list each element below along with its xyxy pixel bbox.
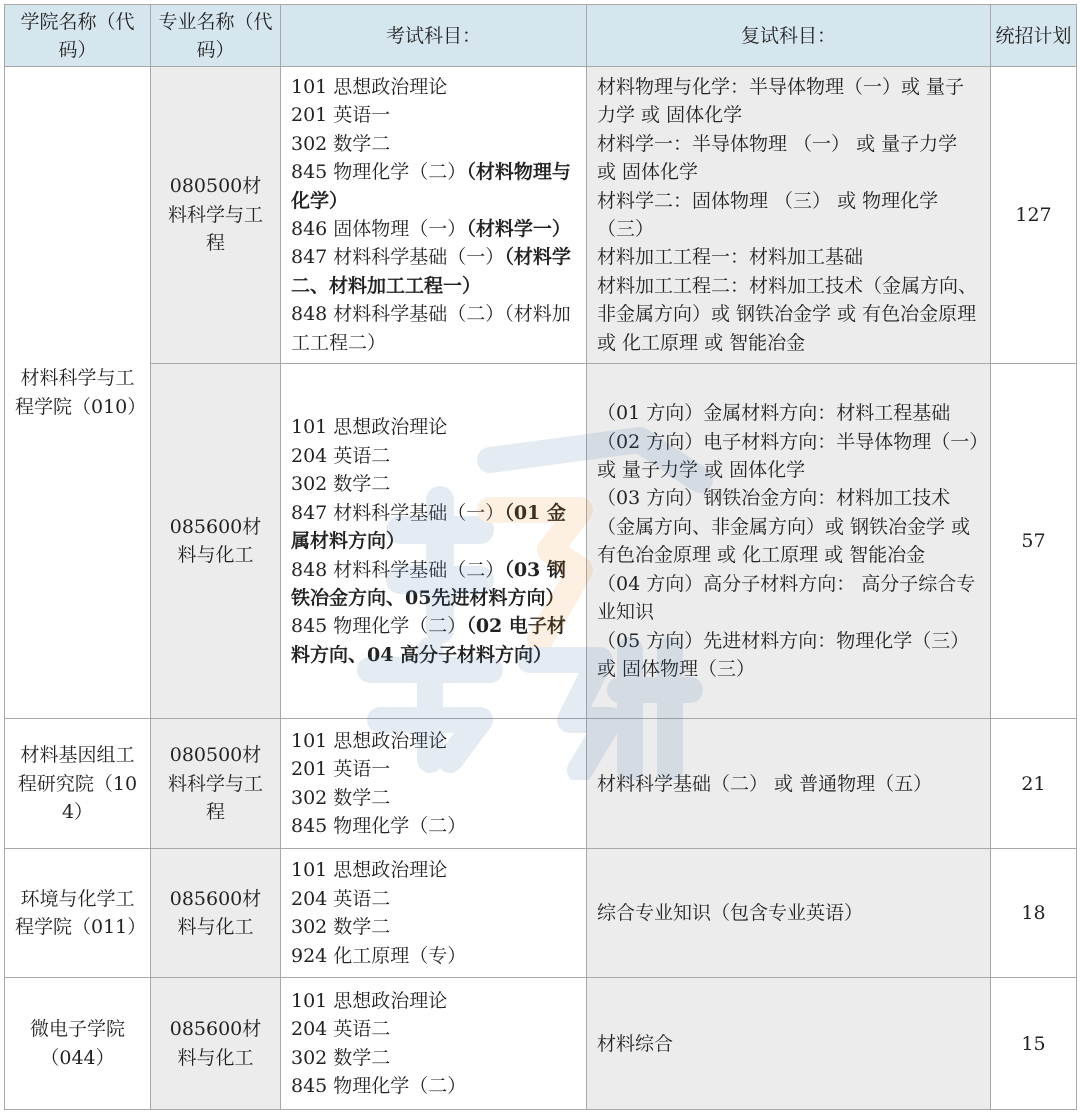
college-cell: [5, 67, 151, 719]
college-name: 材料科学与工程学院（010）: [15, 367, 147, 418]
header-exam-subjects: [281, 5, 587, 67]
quota-value: 15: [1021, 1032, 1046, 1055]
major-name: 085600材料与化工: [169, 515, 262, 567]
quota-value: 21: [1021, 772, 1046, 795]
quota-value: 57: [1021, 530, 1046, 553]
retest-subject: （04 方向）高分子材料方向： 高分子综合专业知识: [597, 572, 976, 624]
major-name: 080500材料科学与工程: [167, 744, 263, 823]
retest-subjects-cell: [587, 719, 991, 848]
college-cell: [5, 719, 151, 848]
exam-subject: 848 材料科学基础（二）（材料加工工程二）: [291, 303, 571, 354]
header-college-label: 学院名称（代码）: [20, 10, 135, 61]
quota-cell: [991, 848, 1077, 977]
exam-subject: 847 材料科学基础（一）（01 金属材料方向）: [291, 501, 566, 553]
retest-subjects-cell: [587, 978, 991, 1110]
exam-subjects-cell: [281, 67, 587, 364]
exam-subjects-cell: [281, 364, 587, 719]
quota-value: 127: [1015, 203, 1052, 226]
exam-subject: 847 材料科学基础（一）（材料学二、材料加工工程一）: [291, 246, 571, 297]
retest-subject: 综合专业知识（包含专业英语）: [597, 902, 864, 924]
retest-subject: 材料物理与化学：半导体物理（一）或 量子力学 或 固体化学: [597, 76, 965, 127]
exam-subject-note: （材料学一）: [466, 218, 571, 241]
exam-subject: 302 数学二: [291, 1046, 391, 1069]
exam-subject: 101 思想政治理论: [291, 989, 448, 1012]
table-row: [5, 848, 1077, 977]
exam-subject-note: （01 金属材料方向）: [291, 501, 566, 553]
table-row: [5, 67, 1077, 364]
exam-subjects-cell: [281, 978, 587, 1110]
exam-subject: 302 数学二: [291, 473, 391, 496]
header-quota: [991, 5, 1077, 67]
college-cell: [5, 848, 151, 977]
exam-subject: 204 英语二: [291, 444, 391, 467]
exam-subject: 302 数学二: [291, 786, 391, 809]
exam-subject: 201 英语一: [291, 104, 391, 127]
retest-subject: （02 方向）电子材料方向：半导体物理（一）或 量子力学 或 固体化学: [597, 430, 979, 482]
exam-subject: 101 思想政治理论: [291, 729, 448, 752]
exam-subject: 101 思想政治理论: [291, 416, 448, 439]
header-retest-label: 复试科目：: [740, 24, 836, 47]
major-name: 085600材料与化工: [169, 887, 262, 939]
retest-subject: 材料加工工程一：材料加工基础: [597, 246, 864, 269]
major-cell: [151, 364, 281, 719]
college-cell: [5, 978, 151, 1110]
major-cell: [151, 719, 281, 848]
exam-subject-note: （02 电子材料方向、04 高分子材料方向）: [291, 615, 566, 666]
table-header-row: [5, 5, 1077, 67]
retest-subjects-cell: [587, 848, 991, 977]
retest-subject: 材料加工工程二：材料加工技术（金属方向、非金属方向）或 钢铁冶金学 或 有色冶金原理 或 化工原理 或 智能冶金: [597, 274, 983, 354]
major-name: 080500材料科学与工程: [167, 175, 263, 255]
header-college: [5, 5, 151, 67]
retest-subject: 材料综合: [597, 1032, 674, 1055]
exam-subject: 204 英语二: [291, 1018, 391, 1041]
retest-subject: （03 方向）钢铁冶金方向：材料加工技术（金属方向、非金属方向）或 钢铁冶金学 或 有色冶金原理 或 化工原理 或 智能冶金: [597, 487, 977, 567]
retest-subjects-cell: [587, 67, 991, 364]
exam-subject: 845 物理化学（二）（02 电子材料方向、04 高分子材料方向）: [291, 615, 566, 666]
exam-subject: 845 物理化学（二）: [291, 1075, 467, 1098]
retest-subject: 材料学二：固体物理 （三） 或 物理化学（三）: [597, 189, 939, 241]
header-retest-subjects: [587, 5, 991, 67]
exam-subject: 846 固体物理（一）（材料学一）: [291, 218, 571, 241]
admission-table: [4, 4, 1077, 1110]
exam-subject: 101 思想政治理论: [291, 859, 448, 882]
college-name: 微电子学院（044）: [29, 1018, 125, 1069]
retest-subject: （01 方向）金属材料方向：材料工程基础: [597, 402, 951, 425]
retest-subject: 材料科学基础（二） 或 普通物理（五）: [597, 772, 933, 795]
major-cell: [151, 978, 281, 1110]
retest-subject: 材料学一：半导体物理 （一） 或 量子力学 或 固体化学: [597, 132, 964, 184]
retest-subject: （05 方向）先进材料方向：物理化学（三）或 固体物理（三）: [597, 629, 970, 680]
exam-subjects-cell: [281, 848, 587, 977]
exam-subjects-cell: [281, 719, 587, 848]
exam-subject: 924 化工原理（专）: [291, 944, 467, 967]
major-name: 085600材料与化工: [169, 1018, 262, 1069]
quota-cell: [991, 719, 1077, 848]
header-exam-label: 考试科目：: [385, 24, 481, 47]
header-major-label: 专业名称（代码）: [158, 10, 273, 61]
exam-subject: 302 数学二: [291, 132, 391, 155]
exam-subject: 201 英语一: [291, 758, 391, 781]
quota-cell: [991, 364, 1077, 719]
table-row: [5, 364, 1077, 719]
major-cell: [151, 67, 281, 364]
header-major: [151, 5, 281, 67]
exam-subject: 845 物理化学（二）: [291, 815, 467, 838]
exam-subject-note: （材料物理与化学）: [291, 161, 571, 212]
exam-subject: 845 物理化学（二）（材料物理与化学）: [291, 161, 571, 212]
exam-subject: 204 英语二: [291, 887, 391, 910]
exam-subject-note: （03 钢铁冶金方向、05先进材料方向）: [291, 558, 566, 609]
quota-cell: [991, 978, 1077, 1110]
college-name: 材料基因组工程研究院（104）: [17, 744, 138, 823]
retest-subjects-cell: [587, 364, 991, 719]
table-row: [5, 719, 1077, 848]
table-row: [5, 978, 1077, 1110]
exam-subject: 302 数学二: [291, 916, 391, 939]
exam-subject: 101 思想政治理论: [291, 76, 448, 99]
exam-subject: 848 材料科学基础（二）（03 钢铁冶金方向、05先进材料方向）: [291, 558, 566, 609]
header-quota-label: 统招计划: [995, 24, 1072, 47]
major-cell: [151, 848, 281, 977]
quota-cell: [991, 67, 1077, 364]
college-name: 环境与化学工程学院（011）: [15, 887, 147, 939]
exam-subject-note: （材料学二、材料加工工程一）: [291, 246, 571, 297]
quota-value: 18: [1021, 902, 1046, 924]
